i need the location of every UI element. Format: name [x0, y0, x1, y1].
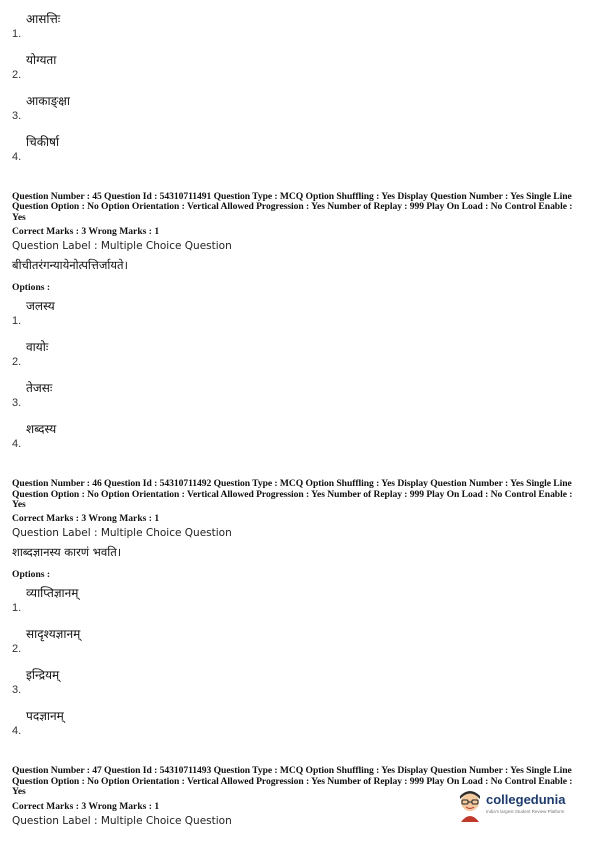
option-text: आसत्तिः: [26, 12, 61, 26]
option-number: 1.: [12, 315, 22, 328]
question-meta: Question Number : 47 Question Id : 54310711493 Question Type : MCQ Option Shuffling : Yes Display Question Number : Yes Single Line Question Option : No Option Orientation : Vertical Allowed Progression : Yes Number of Replay : 999 Play On Load : No Control Enable : Yes: [12, 765, 573, 798]
question-marks: Correct Marks : 3 Wrong Marks : 1: [12, 800, 160, 812]
option-number: 3.: [12, 397, 22, 410]
option-text: जलस्य: [26, 299, 55, 314]
option-number: 2.: [12, 69, 22, 81]
option-item: [12, 90, 584, 131]
question-paper-page: [12, 0, 584, 827]
option-text: सादृश्यज्ञानम्: [26, 627, 81, 642]
option-number: 4.: [12, 438, 22, 451]
top-options: [12, 0, 584, 172]
question-label: Question Label : Multiple Choice Question: [12, 814, 232, 827]
option-item: [12, 336, 584, 377]
student-mascot-icon: [456, 790, 484, 822]
option-item: [12, 582, 584, 623]
option-text: पदज्ञानम्: [26, 709, 64, 724]
collegedunia-logo: [456, 788, 586, 824]
option-text: आकाङ्क्षा: [26, 94, 70, 108]
question-block: [12, 479, 584, 746]
options-heading: Options :: [12, 569, 51, 581]
options-heading: Options :: [12, 282, 51, 294]
option-item: [12, 418, 584, 459]
question-meta: Question Number : 45 Question Id : 54310711491 Question Type : MCQ Option Shuffling : Yes Display Question Number : Yes Single Line Question Option : No Option Orientation : Vertical Allowed Progression : Yes Number of Replay : 999 Play On Load : No Control Enable : Yes: [12, 191, 573, 223]
option-item: [12, 705, 584, 746]
option-item: [12, 623, 584, 664]
option-item: [12, 295, 584, 336]
option-number: 1.: [12, 602, 22, 615]
option-item: [12, 49, 584, 90]
option-item: [12, 8, 584, 49]
brand-name: collegedunia: [486, 792, 566, 807]
option-text: इन्द्रियम्: [26, 668, 60, 683]
option-item: [12, 377, 584, 418]
option-item: [12, 664, 584, 705]
option-text: चिकीर्षा: [26, 135, 60, 149]
question-text: बीचीतरंगन्यायेनोत्पत्तिर्जायते।: [12, 258, 128, 273]
option-number: 4.: [12, 725, 22, 738]
option-number: 2.: [12, 643, 22, 656]
option-number: 4.: [12, 151, 22, 163]
option-text: व्याप्तिज्ञानम्: [26, 586, 79, 601]
option-number: 2.: [12, 356, 22, 369]
brand-tagline: India's largest Student Review Platform: [486, 809, 565, 814]
question-label: Question Label : Multiple Choice Question: [12, 527, 232, 540]
option-item: [12, 131, 584, 172]
option-text: तेजसः: [26, 381, 53, 396]
question-block: [12, 192, 584, 459]
option-number: 3.: [12, 110, 22, 122]
question-meta: Question Number : 46 Question Id : 54310711492 Question Type : MCQ Option Shuffling : Yes Display Question Number : Yes Single Line Question Option : No Option Orientation : Vertical Allowed Progression : Yes Number of Replay : 999 Play On Load : No Control Enable : Yes: [12, 478, 573, 511]
option-text: वायोः: [26, 340, 49, 355]
option-number: 3.: [12, 684, 22, 697]
option-text: शब्दस्य: [26, 422, 57, 437]
question-marks: Correct Marks : 3 Wrong Marks : 1: [12, 513, 160, 525]
option-number: 1.: [12, 28, 22, 40]
question-label: Question Label : Multiple Choice Question: [12, 240, 232, 253]
question-marks: Correct Marks : 3 Wrong Marks : 1: [12, 226, 160, 238]
question-text: शाब्दज्ञानस्य कारणं भवति।: [12, 545, 122, 560]
option-text: योग्यता: [26, 53, 57, 67]
